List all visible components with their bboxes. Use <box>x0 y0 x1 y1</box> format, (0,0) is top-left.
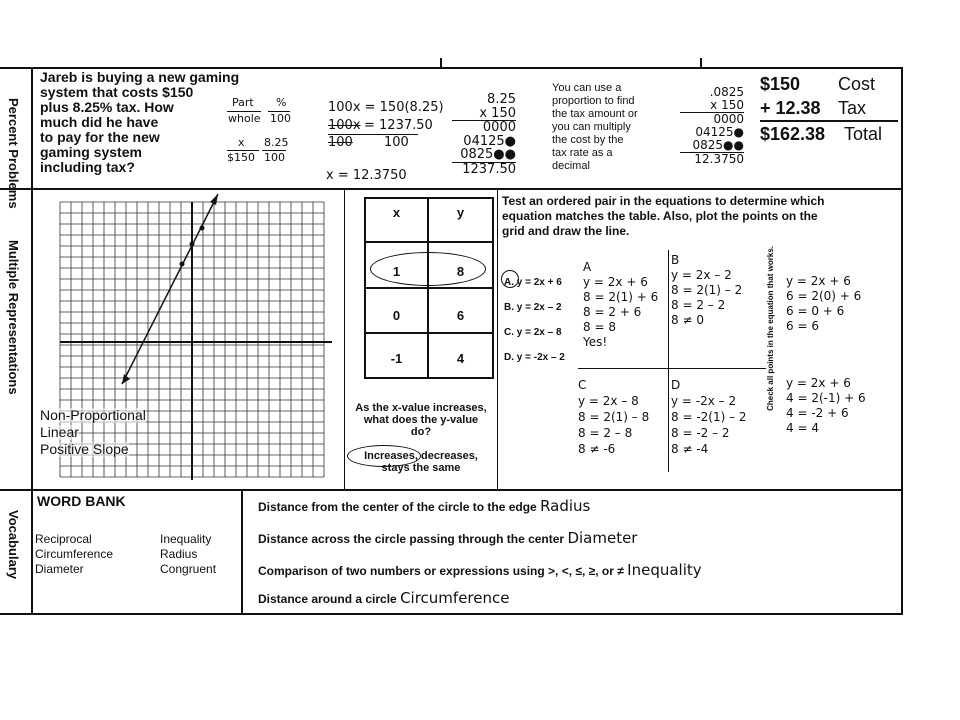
work-line: 8 = 8 <box>583 320 616 334</box>
percent-note <box>552 82 638 173</box>
work-line: 8 = 2(1) + 6 <box>583 290 659 304</box>
answer-line: Increases, decreases, <box>364 450 478 462</box>
mult-line: 8.25 <box>487 92 516 107</box>
work-line: 8 ≠ 0 <box>671 313 704 327</box>
word-bank-right <box>160 532 216 577</box>
equation-3-left: 100 <box>328 135 353 150</box>
definition-row <box>258 589 702 617</box>
check-line: 4 = 2(-1) + 6 <box>786 391 866 405</box>
problem-line: gaming system <box>40 144 142 160</box>
prop1-pct: % <box>276 96 287 109</box>
circled-option <box>501 270 519 288</box>
vocab-divider <box>241 489 243 614</box>
multiplication-2 <box>680 86 744 166</box>
total-row <box>760 96 898 122</box>
mult-line: 12.3750 <box>694 152 744 166</box>
prop1-100: 100 <box>270 112 291 125</box>
mult-line: 1237.50 <box>462 161 516 177</box>
question-line: As the x-value increases, <box>355 402 487 414</box>
question-line: do? <box>410 426 432 438</box>
total-label: Tax <box>838 98 867 118</box>
total-row <box>760 72 898 96</box>
table-cell: 1 <box>392 264 401 279</box>
total-amount: $162.38 <box>760 124 826 144</box>
plotted-point <box>180 262 185 267</box>
work-line: 8 = 2(1) – 8 <box>578 410 650 424</box>
multiple-bottom-border <box>0 489 903 491</box>
total-label: Cost <box>838 74 876 94</box>
total-amount: $150 <box>760 74 801 94</box>
work-line: y = 2x – 2 <box>671 268 732 282</box>
table-row-line <box>366 332 492 334</box>
equation-2-right: = 1237.50 <box>364 118 433 133</box>
table-cell: 6 <box>456 308 465 323</box>
table-header: y <box>456 205 465 220</box>
prop2-den: $150 <box>227 151 255 164</box>
prop2-100: 100 <box>264 151 285 164</box>
check-line: 6 = 2(0) + 6 <box>786 289 862 303</box>
option-line: D. y = -2x – 2 <box>504 352 565 363</box>
side-label: Check all points in the equation that works. <box>766 246 775 411</box>
circled-answer <box>347 445 421 467</box>
definition-text: Comparison of two numbers or expressions using >, <, ≤, ≥, or ≠ <box>258 564 624 578</box>
check-1 <box>786 274 861 334</box>
work-b <box>671 253 742 328</box>
abcd-vertical <box>668 250 669 472</box>
work-line: 8 ≠ -4 <box>671 442 709 456</box>
table-cell: 8 <box>456 264 465 279</box>
table-cell: -1 <box>390 351 403 366</box>
note-line: proportion to find <box>552 95 635 107</box>
check-line: y = 2x + 6 <box>786 376 851 390</box>
work-d <box>671 377 747 457</box>
multiplication-1 <box>452 93 516 176</box>
right-border <box>901 67 903 615</box>
graph-divider <box>344 189 345 489</box>
prop1-num: Part <box>232 96 254 109</box>
work-line: 8 ≠ -6 <box>578 442 616 456</box>
word-bank-word: Congruent <box>160 562 217 576</box>
question-line: what does the y-value <box>363 414 479 426</box>
definition-answer: Radius <box>540 497 591 515</box>
definition-row <box>258 497 702 529</box>
xy-table <box>364 197 494 379</box>
equation-1: 100x = 150(8.25) <box>328 100 444 115</box>
definition-row <box>258 561 702 589</box>
table-row-line <box>366 287 492 289</box>
line-arrow-top <box>210 194 218 205</box>
work-line: 8 = 2(1) – 2 <box>671 283 743 297</box>
work-line: B <box>671 253 680 267</box>
graph-label: Non-Proportional <box>40 407 146 423</box>
graph-label: Linear <box>40 424 79 440</box>
equation-4: x = 12.3750 <box>326 168 407 183</box>
option-line: C. y = 2x – 8 <box>504 327 562 338</box>
work-line: y = 2x + 6 <box>583 275 648 289</box>
plotted-point <box>200 226 205 231</box>
note-line: tax rate as a <box>552 147 613 159</box>
note-line: the cost by the <box>552 134 624 146</box>
total-calculation <box>760 72 898 146</box>
vocab-definitions <box>258 497 702 617</box>
section-label-percent: Percent Problems <box>6 98 21 209</box>
instruction-line: grid and draw the line. <box>502 224 630 238</box>
answer-line: stays the same <box>381 462 461 474</box>
prop2-num: x <box>238 136 245 149</box>
mult-line: .0825 <box>709 85 744 99</box>
definition-text: Distance across the circle passing through the center <box>258 532 565 546</box>
work-line: Yes! <box>583 335 608 349</box>
work-line: A <box>583 260 592 274</box>
total-label: Total <box>844 124 883 144</box>
definition-row <box>258 529 702 561</box>
test-instructions <box>502 194 825 239</box>
mult-line: 04125● <box>463 133 516 149</box>
table-row-line <box>366 241 492 243</box>
abcd-horizontal <box>578 368 766 369</box>
note-line: the tax amount or <box>552 108 638 120</box>
check-line: 4 = 4 <box>786 421 819 435</box>
word-bank-word: Reciprocal <box>35 532 92 546</box>
top-tick-2 <box>700 58 702 68</box>
mult-line: 0825●● <box>452 148 516 163</box>
mult-line: 04125● <box>695 125 744 139</box>
problem-line: including tax? <box>40 159 135 175</box>
equation-3-right: 100 <box>384 135 409 150</box>
instruction-line: Test an ordered pair in the equations to determine which <box>502 194 825 208</box>
word-bank-title: WORD BANK <box>37 493 126 509</box>
definition-text: Distance from the center of the circle to the edge <box>258 500 537 514</box>
word-bank-word: Circumference <box>35 547 114 561</box>
left-border <box>31 67 33 615</box>
work-line: 8 = 2 – 2 <box>671 298 726 312</box>
top-tick-1 <box>440 58 442 68</box>
work-line: D <box>671 378 681 392</box>
check-line: 4 = -2 + 6 <box>786 406 849 420</box>
work-line: y = 2x – 8 <box>578 394 639 408</box>
section-label-vocab: Vocabulary <box>6 510 21 580</box>
problem-line: system that costs $150 <box>40 84 194 100</box>
check-2 <box>786 376 866 436</box>
work-line: y = -2x – 2 <box>671 394 737 408</box>
option-line: B. y = 2x – 2 <box>504 302 562 313</box>
mult-line: x 150 <box>452 107 516 122</box>
definition-answer: Circumference <box>400 589 510 607</box>
word-bank-word: Diameter <box>35 562 84 576</box>
plotted-point <box>190 242 195 247</box>
definition-answer: Inequality <box>627 561 702 579</box>
work-c <box>578 377 649 457</box>
work-line: 8 = 2 – 8 <box>578 426 633 440</box>
table-cell: 0 <box>392 308 401 323</box>
total-amount: + 12.38 <box>760 98 821 118</box>
mult-line: 0000 <box>482 120 516 135</box>
instruction-line: equation matches the table. Also, plot the points on the <box>502 209 818 223</box>
prop1-den: whole <box>228 112 261 125</box>
problem-line: Jareb is buying a new gaming <box>40 69 240 85</box>
graph-label: Positive Slope <box>40 441 129 457</box>
table-cell: 4 <box>456 351 465 366</box>
percent-bottom-border <box>0 188 903 190</box>
definition-text: Distance around a circle <box>258 592 397 606</box>
percent-problem <box>40 70 239 175</box>
mult-line: x 150 <box>680 99 744 113</box>
word-bank-left <box>35 532 113 577</box>
option-line: A. y = 2x + 6 <box>504 277 562 288</box>
prop2-pct: 8.25 <box>264 136 289 149</box>
mult-line: 0000 <box>713 112 744 126</box>
table-divider <box>497 189 498 489</box>
check-line: y = 2x + 6 <box>786 274 851 288</box>
word-bank-word: Radius <box>160 547 198 561</box>
table-header: x <box>392 205 401 220</box>
total-row <box>760 122 898 146</box>
problem-line: to pay for the new <box>40 129 160 145</box>
section-label-multiple: Multiple Representations <box>6 240 21 395</box>
mult-line: 0825●● <box>680 139 744 153</box>
word-bank-word: Inequality <box>160 532 212 546</box>
note-line: you can multiply <box>552 121 631 133</box>
equation-2-left: 100x <box>328 118 361 133</box>
note-line: You can use a <box>552 82 622 94</box>
check-line: 6 = 0 + 6 <box>786 304 845 318</box>
problem-line: much did he have <box>40 114 159 130</box>
definition-answer: Diameter <box>567 529 638 547</box>
work-line: 8 = -2(1) – 2 <box>671 410 747 424</box>
work-line: 8 = -2 – 2 <box>671 426 730 440</box>
work-a <box>583 260 658 350</box>
check-line: 6 = 6 <box>786 319 819 333</box>
problem-line: plus 8.25% tax. How <box>40 99 174 115</box>
work-line: C <box>578 378 587 392</box>
note-line: decimal <box>552 160 590 172</box>
circled-row <box>370 252 486 286</box>
work-line: 8 = 2 + 6 <box>583 305 642 319</box>
table-question <box>344 402 498 438</box>
